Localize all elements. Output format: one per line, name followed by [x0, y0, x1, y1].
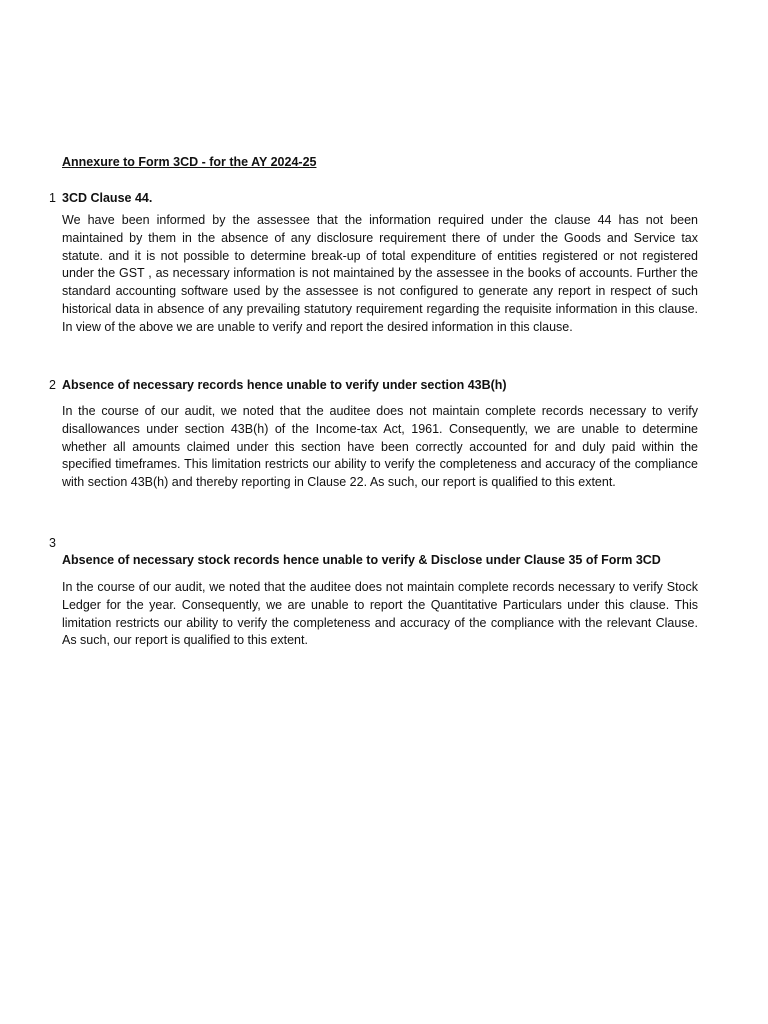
- section-1-body: We have been informed by the assessee that the information required under the clause 44 has not been maintained by them in the absence of any disclosure requirement there of under the Goods and Service tax statute. and it is not possible to determine break-up of total expenditure of entities registered or not registered under the GST , as necessary information is not maintained by the assessee in the books of accounts. Further the standard accounting software used by the assessee is not configured to generate any report in respect of such historical data in absence of any prevailing statutory requirement regarding the requisite information in this clause. In view of the above we are unable to verify and report the desired information in this clause.: [62, 213, 698, 334]
- section-2-body: In the course of our audit, we noted that the auditee does not maintain complete records necessary to verify disallowances under section 43B(h) of the Income-tax Act, 1961. Consequently, we are unable to determine whether all amounts claimed under this section have been correctly accounted for and duly paid within the specified timeframes. This limitation restricts our ability to verify the completeness and accuracy of the compliance with section 43B(h) and thereby reporting in Clause 22. As such, our report is qualified to this extent.: [62, 404, 698, 490]
- section-3-body: In the course of our audit, we noted that the auditee does not maintain complete records necessary to verify Stock Ledger for the year. Consequently, we are unable to report the Quantitative Particulars under this clause. This limitation restricts our ability to verify the completeness and accuracy of the compliance with the relevant Clause. As such, our report is qualified to this extent.: [62, 580, 698, 648]
- document-title: Annexure to Form 3CD - for the AY 2024-25: [62, 155, 317, 169]
- section-2-heading: Absence of necessary records hence unable to verify under section 43B(h): [62, 378, 507, 392]
- section-2-number: 2: [49, 378, 56, 392]
- section-3-number: 3: [49, 536, 56, 550]
- section-3-heading: Absence of necessary stock records hence unable to verify & Disclose under Clause 35 of Form 3CD: [62, 553, 661, 567]
- section-1-number: 1: [49, 191, 56, 205]
- section-1-heading: 3CD Clause 44.: [62, 191, 153, 205]
